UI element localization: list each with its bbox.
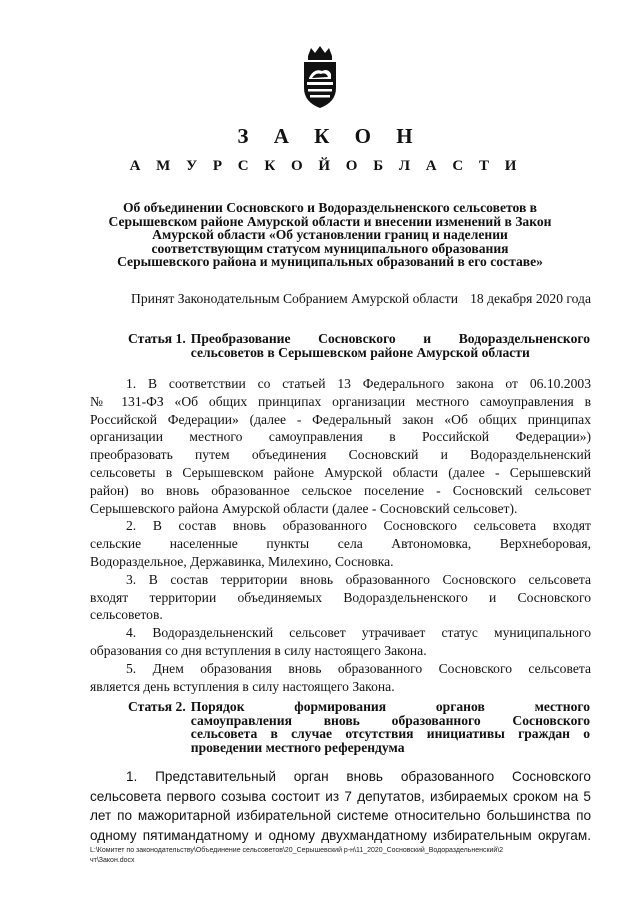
paragraph-line: сельсоветы в Серышевском районе Амурской области (далее - Серышевский	[90, 464, 591, 480]
paragraph-line: 4. Водораздельненский сельсовет утрачивает статус муниципального	[126, 625, 591, 641]
article-2-title-line: Порядок формирования органов местного	[190, 699, 590, 714]
adoption-date: 18 декабря 2020 года	[470, 291, 591, 306]
region-title: А М У Р С К О Й О Б Л А С Т И	[129, 158, 523, 174]
paragraph-line: лет по мажоритарной избирательной системе относительно большинства по	[90, 808, 591, 823]
paragraph-line: преобразовать путем объединения Сосновский и Водораздельненский	[90, 447, 591, 463]
article-2-title-line: самоуправления вновь образованного Сосновского	[190, 712, 590, 728]
article-1-number: Статья 1.	[128, 331, 186, 346]
law-name-line: Об объединении Сосновского и Водораздельненского сельсоветов в	[122, 200, 538, 215]
paragraph-line: сельские населенные пункты села Автономовка, Верхнеборовая,	[90, 536, 591, 552]
file-path-footer	[90, 846, 600, 866]
article-1-title	[191, 332, 590, 359]
article-1-title-line: сельсоветов в Серышевском районе Амурской области	[190, 344, 530, 360]
paragraph-line: Российской Федерации» (далее - Федеральный закон «Об общих принципах	[90, 411, 591, 427]
paragraph-line: 2. В состав вновь образованного Сосновского сельсовета входят	[126, 518, 591, 534]
paragraph-line: сельсоветов.	[90, 607, 163, 623]
adoption-line	[131, 291, 591, 307]
paragraph-line: 1. В соответствии со статьей 13 Федерального закона от 06.10.2003	[126, 376, 591, 391]
paragraph-line: входят территории объединяемых Водораздельненского и Сосновского	[90, 589, 591, 605]
law-name-line: Амурской области «Об установлении границ и наделении	[152, 227, 508, 243]
paragraph-line: 1. Представительный орган вновь образованного Сосновского	[126, 769, 591, 784]
paragraph-line: 3. В состав территории вновь образованного Сосновского сельсовета	[126, 571, 591, 587]
paragraph-line: является день вступления в силу настоящего Закона.	[90, 678, 395, 694]
article-1-body	[90, 375, 591, 695]
paragraph-line: образования со дня вступления в силу настоящего Закона.	[90, 642, 427, 658]
law-name	[100, 201, 560, 269]
paragraph-line: организации местного самоуправления в Российской Федерации»)	[90, 429, 591, 445]
article-2-body	[90, 767, 591, 845]
law-name-line: Серышевского района и муниципальных образований в его составе»	[117, 254, 543, 270]
law-name-line: соответствующим статусом муниципального образования	[151, 240, 509, 256]
law-name-line: Серышевском районе Амурской области и внесении изменений в Закон	[108, 213, 552, 229]
paragraph-line: 5. Днем образования вновь образованного Сосновского сельсовета	[126, 660, 591, 676]
article-1-title-line: Преобразование Сосновского и Водораздельненского	[190, 331, 590, 346]
article-2-heading	[128, 700, 590, 754]
article-1-heading	[128, 332, 590, 359]
paragraph-line: сельсовета первого созыва состоит из 7 депутатов, избираемых сроком на 5	[90, 788, 591, 804]
document-type-title: З А К О Н	[237, 124, 423, 148]
paragraph-line: Водораздельное, Державинка, Милехино, Сосновка.	[90, 553, 394, 569]
paragraph-line: одному пятимандатному и одному двухмандатному избирательным округам.	[90, 827, 591, 843]
adoption-text: Принят Законодательным Собранием Амурской области	[131, 291, 459, 306]
file-path-line: чт\Закон.docx	[90, 857, 135, 864]
paragraph-line: № 131-ФЗ «Об общих принципах организации местного самоуправления в	[90, 393, 591, 409]
paragraph-line: район) во вновь образованное сельское поселение - Сосновский сельсовет	[90, 482, 591, 498]
article-2-title-line: сельсовета в случае отсутствия инициативы граждан о	[190, 726, 590, 742]
paragraph-line: Серышевского района Амурской области (далее - Сосновский сельсовет).	[90, 500, 518, 516]
file-path-line: L:\Комитет по законодательству\Объединение сельсоветов\20_Серышевский р-н\11_2020_Сосновский_Водораздельненский\2	[90, 847, 504, 854]
article-2-number: Статья 2.	[128, 699, 186, 714]
article-2-title-line: проведении местного референдума	[190, 739, 405, 755]
coat-of-arms-icon	[300, 44, 340, 112]
article-2-title	[191, 700, 590, 754]
